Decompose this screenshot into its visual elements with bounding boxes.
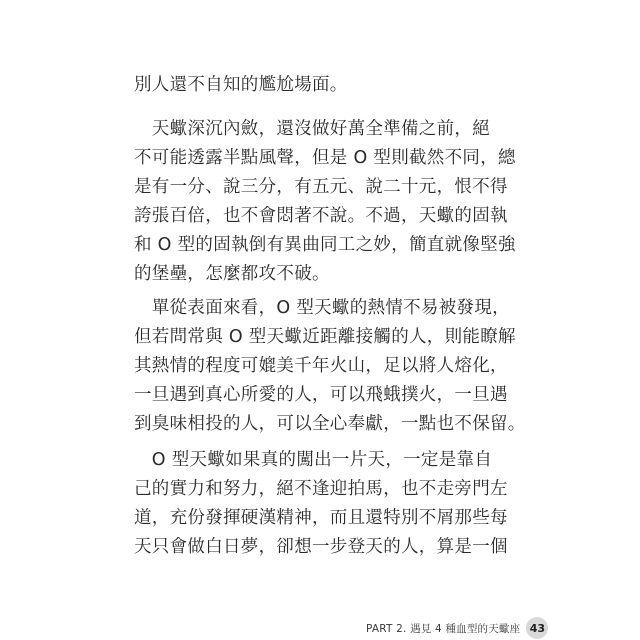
text-line: 天只會做白日夢，卻想一步登天的人，算是一個 xyxy=(134,537,508,557)
text-line: 和 O 型的固執倒有異曲同工之妙，簡直就像堅強 xyxy=(134,235,516,255)
text-line: 到臭味相投的人，可以全心奉獻，一點也不保留。 xyxy=(134,414,526,434)
text-line: 誇張百倍，也不會悶著不說。不過，天蠍的固執 xyxy=(134,206,508,226)
page-footer xyxy=(366,616,548,640)
text-line: 是有一分、說三分，有五元、說二十元，恨不得 xyxy=(134,177,508,197)
text-line: 一旦遇到真心所愛的人，可以飛蛾撲火，一旦遇 xyxy=(134,385,508,405)
text-line: O 型天蠍如果真的闖出一片天，一定是靠自 xyxy=(134,450,493,470)
paragraph-4 xyxy=(134,446,508,562)
text-line: 道，充份發揮硬漢精神，而且還特別不屑那些每 xyxy=(134,508,508,528)
paragraph-2 xyxy=(134,115,516,289)
paragraph-1 xyxy=(134,71,474,100)
page-number: 43 xyxy=(526,617,548,639)
text-line: 不可能透露半點風聲，但是 O 型則截然不同，總 xyxy=(134,148,516,168)
text-line: 單從表面來看，O 型天蠍的熱情不易被發現， xyxy=(134,298,510,318)
text-line: 天蠍深沉內斂，還沒做好萬全準備之前，絕 xyxy=(134,119,490,139)
text-line: 的堡壘，怎麼都攻不破。 xyxy=(134,264,330,284)
text-line: 別人還不自知的尷尬場面。 xyxy=(134,75,348,95)
running-head: PART 2. 遇見 4 種血型的天蠍座 xyxy=(366,622,521,635)
text-line: 己的實力和努力，絕不逢迎拍馬，也不走旁門左 xyxy=(134,479,508,499)
text-line: 但若問常與 O 型天蠍近距離接觸的人，則能瞭解 xyxy=(134,327,516,347)
text-line: 其熱情的程度可媲美千年火山，足以將人熔化， xyxy=(134,356,508,376)
paragraph-3 xyxy=(134,294,526,439)
